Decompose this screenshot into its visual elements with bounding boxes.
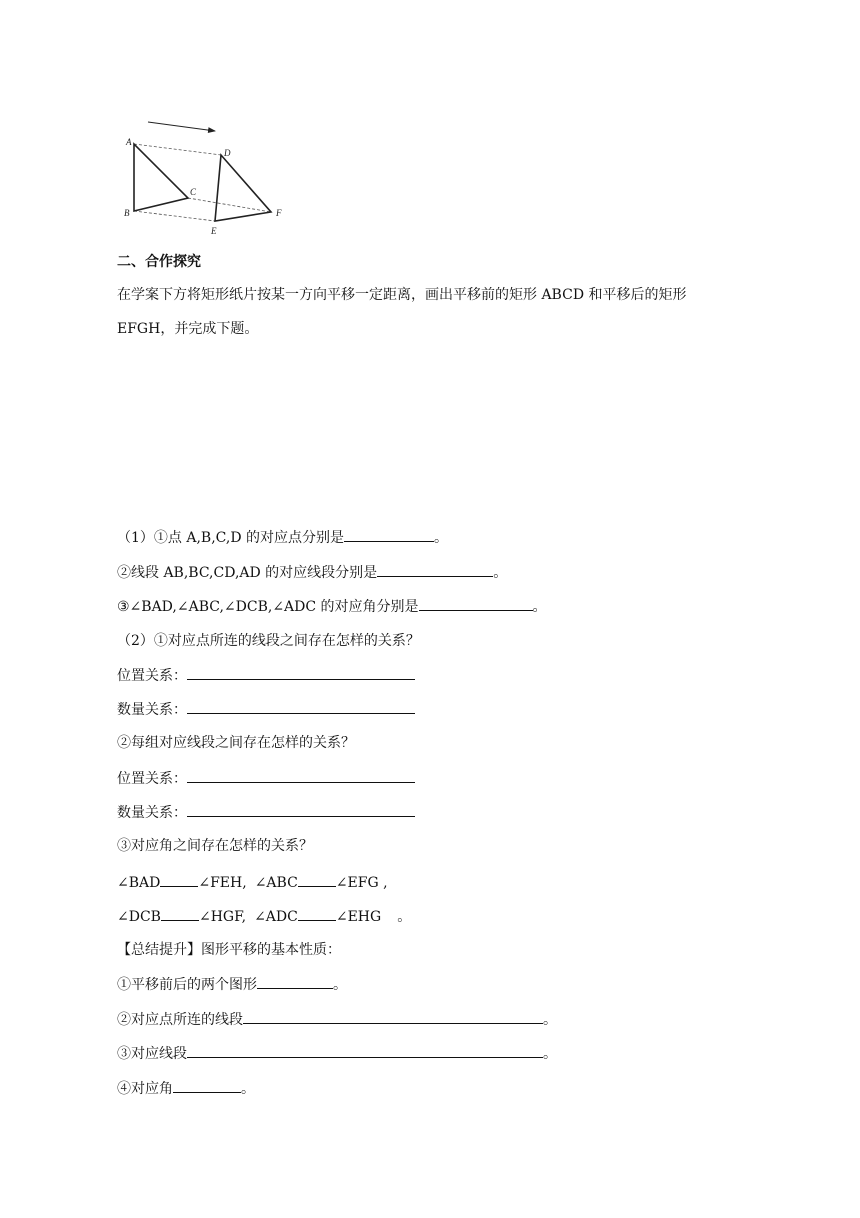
q1-c-text: ③∠BAD,∠ABC,∠DCB,∠ADC 的对应角分别是 [117,599,419,615]
dashed-line-be [134,211,215,221]
intro-line-2: EFGH，并完成下题。 [117,321,259,337]
angles-row-end: 。 [397,909,412,925]
q1-a-end: 。 [434,530,448,546]
angle-hgf: ∠HGF, [198,909,247,925]
summary-p2 [117,1009,557,1030]
q1-b [117,562,507,583]
angle-blank-1[interactable] [160,872,198,887]
angle-ehg: ∠EHG [335,909,382,925]
summary-title: 【总结提升】图形平移的基本性质： [117,942,341,958]
label-a: A [126,137,132,147]
quantity-label: 数量关系： [117,702,187,718]
summary-p2-end: 。 [543,1012,557,1028]
position-label: 位置关系： [117,771,187,787]
label-f: F [276,208,282,218]
summary-p2-text: ②对应点所连的线段 [117,1012,243,1028]
label-e: E [211,226,217,236]
q2-b-position [117,768,415,789]
summary-p3-end: 。 [543,1046,557,1062]
summary-p1 [117,974,347,995]
triangle-abc [134,144,188,211]
summary-p1-blank[interactable] [257,974,333,989]
summary-p4-text: ④对应角 [117,1081,173,1097]
translation-figure [112,112,292,240]
q1-a-blank[interactable] [344,527,434,542]
q2-a-title: （2）①对应点所连的线段之间存在怎样的关系？ [117,633,420,649]
label-d: D [224,148,231,158]
q2-a-position [117,665,415,686]
dashed-line-cf [188,198,271,212]
position-label: 位置关系： [117,668,187,684]
summary-p4-blank[interactable] [173,1078,241,1093]
intro-line-1: 在学案下方将矩形纸片按某一方向平移一定距离，画出平移前的矩形 ABCD 和平移后的矩形 [117,287,687,303]
q1-b-end: 。 [493,565,508,581]
summary-p3-text: ③对应线段 [117,1046,187,1062]
angles-row-2 [117,906,411,927]
q1-c-blank[interactable] [419,596,533,611]
q2-c-title: ③对应角之间存在怎样的关系？ [117,838,313,854]
q1-a-text: （1）①点 A,B,C,D 的对应点分别是 [117,530,344,546]
quantity-label: 数量关系： [117,805,187,821]
summary-p3-blank[interactable] [187,1043,543,1058]
triangle-def [215,155,271,221]
angle-bad: ∠BAD [117,875,161,891]
label-c: C [190,187,197,197]
summary-p1-text: ①平移前后的两个图形 [117,977,257,993]
summary-p4 [117,1078,255,1099]
angle-blank-4[interactable] [298,906,336,921]
q1-b-text: ②线段 AB,BC,CD,AD 的对应线段分别是 [117,565,378,581]
angles-row-1 [117,872,388,893]
angle-adc: ∠ADC [254,909,298,925]
summary-p4-end: 。 [241,1081,255,1097]
angle-blank-2[interactable] [298,872,336,887]
q2-a-position-blank[interactable] [187,665,415,680]
q1-b-blank[interactable] [377,562,493,577]
angle-feh: ∠FEH, [198,875,247,891]
label-b: B [124,208,130,218]
direction-arrow [148,122,215,131]
q2-b-quantity [117,802,415,823]
q1-c [117,596,547,617]
summary-p1-end: 。 [333,977,347,993]
angle-blank-3[interactable] [161,906,199,921]
translation-diagram [112,112,292,240]
angle-efg: ∠EFG , [335,875,388,891]
q2-a-quantity-blank[interactable] [187,699,415,714]
angle-dcb: ∠DCB [117,909,161,925]
dashed-line-ad [134,144,221,155]
q2-b-quantity-blank[interactable] [187,802,415,817]
section-heading: 二、合作探究 [117,254,201,270]
q1-a [117,527,448,548]
summary-p2-blank[interactable] [243,1009,543,1024]
summary-p3 [117,1043,557,1064]
angle-abc: ∠ABC [254,875,298,891]
q2-b-position-blank[interactable] [187,768,415,783]
q2-a-quantity [117,699,415,720]
q2-b-title: ②每组对应线段之间存在怎样的关系？ [117,735,355,751]
q1-c-end: 。 [532,599,547,615]
